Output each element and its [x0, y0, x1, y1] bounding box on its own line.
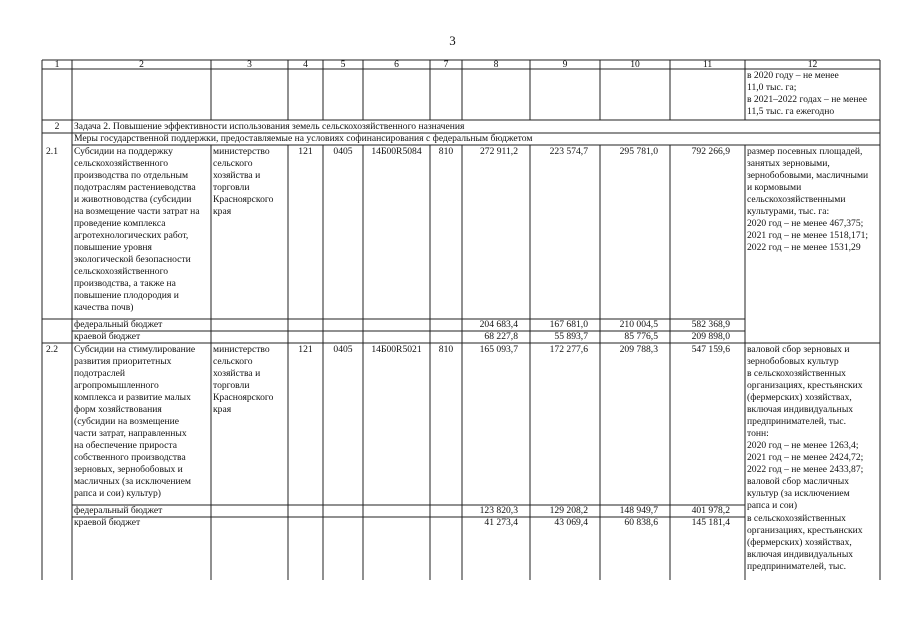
result-line: культурами, тыс. га: [747, 206, 830, 217]
page-number: 3 [449, 33, 456, 48]
header-col-5: 5 [340, 59, 346, 70]
result-line: предпринимателей, тыс. [747, 416, 847, 427]
executor-line: Красноярского [213, 194, 274, 205]
row-name-line: повышение плодородия и [74, 290, 179, 301]
cell-regional-c8: 68 227,8 [484, 331, 518, 342]
executor-line: края [213, 206, 232, 217]
result-line: предпринимателей, тыс. [747, 561, 847, 572]
row-name-line: на обеспечение прироста [74, 440, 177, 451]
result-line: в сельскохозяйственных [747, 513, 846, 524]
executor-line: сельского [213, 158, 253, 169]
row-number: 2.1 [46, 146, 58, 157]
row-name-line: агротехнологических работ, [74, 230, 189, 241]
regional-budget-label: краевой бюджет [74, 517, 141, 528]
row-name-line: подотраслей [74, 368, 126, 379]
header-col-7: 7 [443, 59, 449, 70]
result-line: размер посевных площадей, [747, 146, 863, 157]
cell-federal-c11: 401 978,2 [691, 505, 730, 516]
row-name-line: Субсидии на стимулирование [74, 344, 196, 355]
cell-regional-c8: 41 273,4 [484, 517, 518, 528]
cell-federal-c10: 210 004,5 [619, 319, 658, 330]
header-col-9: 9 [562, 59, 568, 70]
cell-regional-c9: 55 893,7 [554, 331, 588, 342]
row-name-line: (субсидии на возмещение [74, 416, 180, 427]
executor-line: министерство [213, 344, 270, 355]
result-line: включая индивидуальных [747, 404, 854, 415]
carry-over-line: в 2021–2022 годах – не менее [747, 94, 868, 105]
result-line: сельскохозяйственными [747, 194, 846, 205]
cell-c7: 810 [438, 344, 454, 355]
result-line: 2021 год – не менее 1518,171; [747, 230, 869, 241]
result-line: в сельскохозяйственных [747, 368, 846, 379]
cell-regional-c11: 145 181,4 [691, 517, 730, 528]
cell-federal-c8: 204 683,4 [479, 319, 518, 330]
result-line: 2020 год – не менее 467,375; [747, 218, 864, 229]
cell-federal-c9: 167 681,0 [549, 319, 588, 330]
cell-c7: 810 [438, 146, 454, 157]
cell-regional-c11: 209 898,0 [691, 331, 730, 342]
result-line: организациях, крестьянских [747, 380, 863, 391]
header-col-3: 3 [247, 59, 252, 70]
regional-budget-label: краевой бюджет [74, 331, 141, 342]
header-col-6: 6 [394, 59, 399, 70]
result-line: включая индивидуальных [747, 549, 854, 560]
cell-federal-c9: 129 208,2 [549, 505, 588, 516]
carry-over-line: в 2020 году – не менее [747, 70, 839, 81]
cell-c4: 121 [298, 146, 313, 157]
cell-federal-c11: 582 368,9 [691, 319, 730, 330]
result-line: культур (за исключением [747, 488, 850, 499]
cell-c9: 223 574,7 [549, 146, 588, 157]
executor-line: сельского [213, 356, 253, 367]
row-name-line: качества почв) [74, 302, 134, 313]
row-name-line: развития приоритетных [74, 356, 172, 367]
result-line: организациях, крестьянских [747, 525, 863, 536]
cell-regional-c9: 43 069,4 [554, 517, 588, 528]
row-name-line: и животноводства (субсидии [74, 194, 192, 205]
federal-budget-label: федеральный бюджет [74, 505, 163, 516]
row-name-line: экологической безопасности [74, 254, 191, 265]
row-name-line: подотраслям растениеводства [74, 182, 196, 193]
cell-c10: 295 781,0 [619, 146, 658, 157]
cell-c6: 14Б00R5084 [371, 146, 422, 157]
header-col-2: 2 [139, 59, 144, 70]
row-name-line: сельскохозяйственного [74, 266, 169, 277]
measures-heading: Меры государственной поддержки, предоставляемые на условиях софинансирования с федеральным бюджетом [74, 133, 533, 144]
row-name-line: производства по отдельным [74, 170, 189, 181]
cell-c4: 121 [298, 344, 313, 355]
cell-c5: 0405 [333, 146, 353, 157]
federal-budget-label: федеральный бюджет [74, 319, 163, 330]
row-name-line: масличных (за исключением [74, 476, 192, 487]
header-col-8: 8 [493, 59, 499, 70]
result-line: рапса и сои) [747, 500, 798, 511]
executor-line: Красноярского [213, 392, 274, 403]
result-line: зернобобовыми, масличными [747, 170, 869, 181]
cell-c6: 14Б00R5021 [371, 344, 422, 355]
executor-line: торговли [213, 380, 250, 391]
row-name-line: зерновых, зернобобовых и [74, 464, 183, 475]
cell-federal-c8: 123 820,3 [479, 505, 518, 516]
cell-federal-c10: 148 949,7 [619, 505, 658, 516]
cell-regional-c10: 60 838,6 [624, 517, 658, 528]
result-line: зернобобовых культур [747, 356, 839, 367]
cell-c11: 547 159,6 [691, 344, 730, 355]
cell-c11: 792 266,9 [691, 146, 730, 157]
task-title: Задача 2. Повышение эффективности использования земель сельскохозяйственного назначения [74, 121, 465, 132]
row-name-line: форм хозяйствования [74, 404, 162, 415]
row-name-line: проведение комплекса [74, 218, 166, 229]
result-line: тонн: [747, 428, 769, 439]
result-line: (фермерских) хозяйствах, [747, 537, 852, 548]
row-name-line: части затрат, направленных [74, 428, 187, 439]
row-number: 2.2 [46, 344, 58, 355]
result-line: 2021 год – не менее 2424,72; [747, 452, 864, 463]
row-name-line: производства, а также на [74, 278, 176, 289]
header-col-4: 4 [303, 59, 308, 70]
cell-c8: 165 093,7 [479, 344, 518, 355]
result-line: валовой сбор зерновых и [747, 344, 850, 355]
executor-line: хозяйства и [213, 170, 261, 181]
row-name-line: Субсидии на поддержку [74, 146, 173, 157]
result-line: (фермерских) хозяйствах, [747, 392, 852, 403]
header-col-1: 1 [54, 59, 60, 70]
task-number: 2 [54, 121, 60, 132]
carry-over-line: 11,5 тыс. га ежегодно [747, 106, 835, 117]
executor-line: хозяйства и [213, 368, 261, 379]
executor-line: края [213, 404, 232, 415]
row-name-line: повышение уровня [74, 242, 152, 253]
cell-c5: 0405 [333, 344, 353, 355]
row-name-line: агропромышленного [74, 380, 159, 391]
result-line: 2022 год – не менее 2433,87; [747, 464, 864, 475]
row-name-line: собственного производства [74, 452, 186, 463]
row-name-line: сельскохозяйственного [74, 158, 169, 169]
executor-line: торговли [213, 182, 250, 193]
result-line: 2020 год – не менее 1263,4; [747, 440, 859, 451]
row-name-line: комплекса и развитие малых [74, 392, 191, 403]
carry-over-line: 11,0 тыс. га; [747, 82, 797, 93]
cell-c10: 209 788,3 [619, 344, 658, 355]
cell-c8: 272 911,2 [479, 146, 518, 157]
result-line: и кормовыми [747, 182, 802, 193]
cell-c9: 172 277,6 [549, 344, 588, 355]
header-col-10: 10 [630, 59, 640, 70]
result-line: валовой сбор масличных [747, 476, 850, 487]
row-name-line: рапса и сои) культур) [74, 488, 161, 499]
cell-regional-c10: 85 776,5 [624, 331, 658, 342]
result-line: занятых зерновыми, [747, 158, 830, 169]
header-col-11: 11 [702, 59, 713, 70]
row-name-line: на возмещение части затрат на [74, 206, 200, 217]
result-line: 2022 год – не менее 1531,29 [747, 242, 861, 253]
executor-line: министерство [213, 146, 270, 157]
header-col-12: 12 [807, 59, 818, 70]
